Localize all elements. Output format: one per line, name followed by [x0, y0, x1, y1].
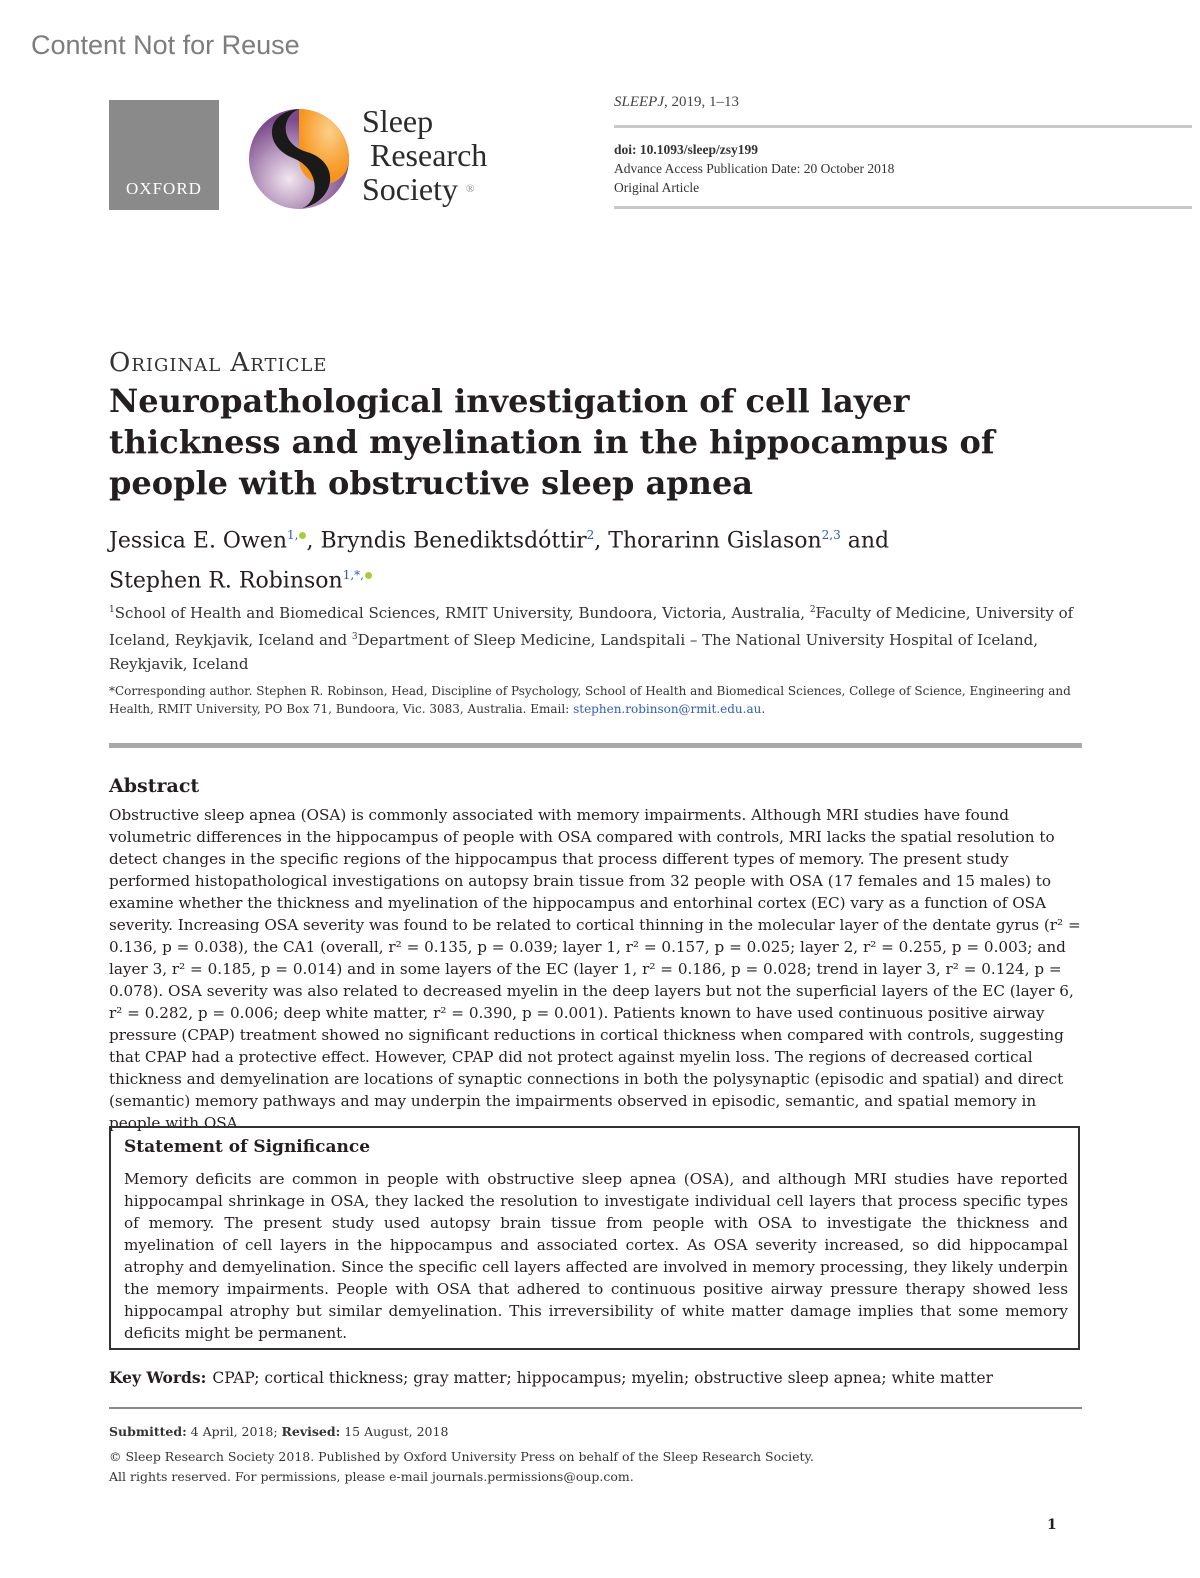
author-list — [109, 518, 1009, 599]
keywords-label: Key Words: — [109, 1368, 207, 1387]
oxford-logo-text: OXFORD — [126, 179, 202, 198]
article-title: Neuropathological investigation of cell layer thickness and myelination in the hippocampus of people with obstructive sleep apnea — [109, 382, 995, 502]
abstract-heading: Abstract — [109, 775, 200, 797]
society-name-line2: Research — [370, 137, 488, 173]
advance-access-date: Advance Access Publication Date: 20 October 2018 — [614, 161, 895, 176]
journal-citation — [614, 94, 739, 111]
copyright-line1: © Sleep Research Society 2018. Published by Oxford University Press on behalf of the Sleep Research Society. — [109, 1449, 814, 1464]
watermark: Content Not for Reuse — [31, 30, 300, 60]
affil-sup: 3 — [351, 632, 358, 642]
meta-rule — [614, 206, 1192, 209]
keywords-text: CPAP; cortical thickness; gray matter; hippocampus; myelin; obstructive sleep apnea; white matter — [212, 1369, 993, 1387]
article-type: Original Article — [109, 348, 328, 378]
author-separator: , — [306, 528, 321, 554]
article-category: Original Article — [614, 180, 700, 195]
section-divider — [109, 743, 1082, 748]
footer-rule — [109, 1407, 1082, 1409]
affiliation-2: Faculty of Medicine, University of Iceland, Reykjavik, Iceland and — [109, 604, 1074, 649]
corresponding-email-link[interactable]: stephen.robinson@rmit.edu.au — [573, 702, 762, 716]
society-name-line1: Sleep — [362, 103, 434, 139]
sleep-research-society-logo-icon — [245, 106, 353, 212]
author-name[interactable]: Bryndis Benediktsdóttir — [320, 528, 587, 554]
author-affil-sup: 1, — [287, 528, 299, 542]
author-name[interactable]: Jessica E. Owen — [109, 528, 287, 554]
corresponding-end: . — [761, 702, 766, 716]
orcid-icon[interactable] — [365, 572, 372, 579]
journal-name: SLEEPJ — [614, 94, 664, 110]
corresponding-author — [109, 682, 1084, 718]
affiliation-1: School of Health and Biomedical Sciences, RMIT University, Bundoora, Victoria, Australia, — [114, 604, 810, 622]
copyright — [109, 1447, 814, 1487]
revised-label: Revised: — [281, 1424, 341, 1439]
page-number: 1 — [1047, 1517, 1057, 1533]
affil-sup: 2 — [809, 605, 816, 615]
society-name — [362, 104, 487, 206]
header-rule — [614, 125, 1192, 128]
submitted-label: Submitted: — [109, 1424, 187, 1439]
journal-info: , 2019, 1–13 — [664, 94, 739, 110]
author-affil-sup: 2 — [586, 528, 595, 542]
affiliation-3: Department of Sleep Medicine, Landspitali – The National University Hospital of Iceland, Reykjavik, Iceland — [109, 631, 1039, 673]
author-affil-sup: 1,*, — [342, 568, 364, 583]
author-name[interactable]: Thorarinn Gislason — [608, 528, 822, 554]
author-affil-sup: 2,3 — [821, 528, 841, 542]
author-name[interactable]: Stephen R. Robinson — [109, 568, 343, 594]
affiliations — [109, 598, 1084, 676]
doi[interactable]: doi: 10.1093/sleep/zsy199 — [614, 142, 758, 157]
oxford-logo — [109, 100, 219, 210]
keywords — [109, 1368, 993, 1387]
affil-sup: 1 — [109, 605, 115, 615]
significance-text: Memory deficits are common in people with obstructive sleep apnea (OSA), and although MRI studies have reported hippocampal shrinkage in OSA, they lacked the resolution to investigate individual cell layers that process specific types of memory. The present study used autopsy brain tissue from people with OSA to investigate the thickness and myelination of cell layers in the hippocampus and associated cortex. As OSA severity increased, so did hippocampal atrophy and demyelination. Since the specific cell layers affected are involved in memory processing, they likely underpin the memory impairments. People with OSA that adhered to continuous positive airway pressure therapy showed less hippocampal atrophy but similar demyelination. This irreversibility of white matter damage implies that some memory deficits might be permanent. — [124, 1170, 1068, 1342]
corresponding-author-text: *Corresponding author. Stephen R. Robinson, Head, Discipline of Psychology, School of Health and Biomedical Sciences, College of Science, Engineering and Health, RMIT University, PO Box 71, Bundoora, Vic. 3083, Australia. Email: — [109, 684, 1071, 716]
abstract-text: Obstructive sleep apnea (OSA) is commonly associated with memory impairments. Although MRI studies have found volumetric differences in the hippocampus of people with OSA compared with controls, MRI lacks the spatial resolution to detect changes in the specific regions of the hippocampus that process different types of memory. The present study performed histopathological investigations on autopsy brain tissue from 32 people with OSA (17 females and 15 males) to examine whether the thickness and myelination of the hippocampus and entorhinal cortex (EC) vary as a function of OSA severity. Increasing OSA severity was found to be related to cortical thinning in the molecular layer of the dentate gyrus (r² = 0.136, p = 0.038), the CA1 (overall, r² = 0.135, p = 0.039; layer 1, r² = 0.157, p = 0.025; layer 2, r² = 0.255, p = 0.003; and layer 3, r² = 0.185, p = 0.014) and in some layers of the EC (layer 1, r² = 0.186, p = 0.028; trend in layer 3, r² = 0.124, p = 0.078). OSA severity was also related to decreased myelin in the deep layers but not the superficial layers of the EC (layer 6, r² = 0.282, p = 0.006; deep white matter, r² = 0.390, p = 0.001). Patients known to have used continuous positive airway pressure (CPAP) treatment showed no significant reductions in cortical thickness when compared with controls, suggesting that CPAP had a protective effect. However, CPAP did not protect against myelin loss. The regions of decreased cortical thickness and demyelination are locations of synaptic connections in both the polysynaptic (episodic and spatial) and direct (semantic) memory pathways and may underpin the impairments observed in episodic, semantic, and spatial memory in people with OSA. — [109, 806, 1081, 1132]
article-meta — [614, 140, 894, 197]
registered-mark: ® — [465, 183, 475, 195]
significance-heading: Statement of Significance — [124, 1137, 371, 1157]
author-separator: and — [840, 528, 890, 554]
submitted-date: 4 April, 2018; — [186, 1424, 282, 1439]
copyright-line2: All rights reserved. For permissions, please e-mail journals.permissions@oup.com. — [109, 1469, 634, 1484]
significance-box — [109, 1126, 1080, 1350]
author-separator: , — [594, 528, 609, 554]
society-name-line3: Society ® — [362, 171, 475, 207]
submission-dates — [109, 1424, 448, 1439]
revised-date: 15 August, 2018 — [340, 1424, 449, 1439]
